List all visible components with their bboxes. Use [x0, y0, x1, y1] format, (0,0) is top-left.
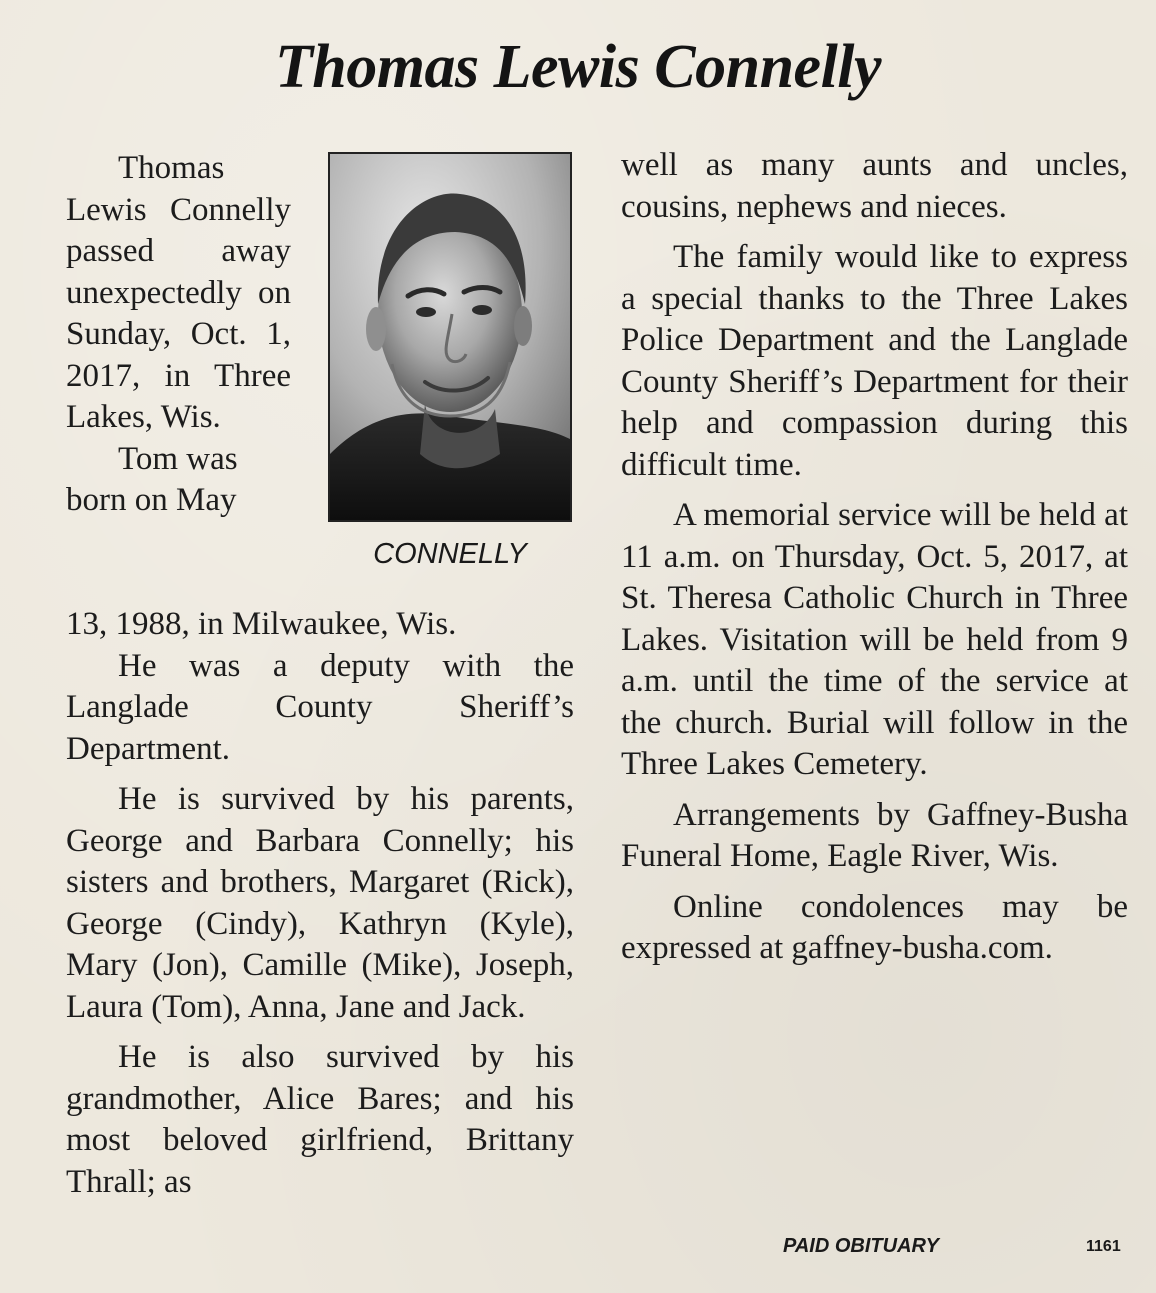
paragraph-birth-start: Tom was born on May — [66, 440, 238, 518]
paid-obituary-label: PAID OBITUARY — [783, 1235, 939, 1257]
paragraph-career: He was a deputy with the Langlade County Sheriff’s Department. — [66, 647, 574, 767]
paragraph-birth-end: 13, 1988, in Milwaukee, Wis. — [66, 606, 457, 642]
paragraph-survivors-also: He is also survived by his grandmother, Alice Bares; and his most beloved girlfriend, Brittany Thrall; as — [66, 1039, 574, 1200]
paragraph-gap — [621, 228, 1128, 237]
paragraph-passing: Thomas Lewis Connelly passed away unexpectedly on Sunday, Oct. 1, 2017, in Three Lakes, Wis. — [66, 150, 291, 435]
left-column-wide — [66, 604, 574, 1203]
portrait-photo — [328, 152, 572, 522]
photo-caption: CONNELLY — [373, 538, 527, 570]
paragraph-gap — [66, 1028, 574, 1037]
paragraph-service: A memorial service will be held at 11 a.m. on Thursday, Oct. 5, 2017, at St. Theresa Catholic Church in Three Lakes. Visitation will be held from 9 a.m. until the time of the service at the church. Burial will follow in the Three Lakes Cemetery. — [621, 497, 1128, 782]
paragraph-gap — [66, 770, 574, 779]
paragraph-arrangements: Arrangements by Gaffney-Busha Funeral Home, Eagle River, Wis. — [621, 796, 1128, 874]
paragraph-thanks: The family would like to express a special thanks to the Three Lakes Police Department and the Langlade County Sheriff’s Department for their help and compassion during this difficult time. — [621, 239, 1128, 483]
paragraph-survivors: He is survived by his parents, George and Barbara Connelly; his sisters and brothers, Margaret (Rick), George (Cindy), Kathryn (Kyle), Mary (Jon), Camille (Mike), Joseph, Laura (Tom), Anna, Jane and Jack. — [66, 781, 574, 1025]
paragraph-gap — [621, 878, 1128, 887]
paragraph-relatives: well as many aunts and uncles, cousins, nephews and nieces. — [621, 147, 1128, 225]
obituary-headline: Thomas Lewis Connelly — [274, 33, 882, 101]
paragraph-condolences: Online condolences may be expressed at gaffney-busha.com. — [621, 888, 1128, 966]
right-column — [621, 145, 1128, 970]
ad-number: 1161 — [1086, 1238, 1121, 1255]
paragraph-gap — [621, 786, 1128, 795]
paragraph-gap — [621, 486, 1128, 495]
portrait-illustration — [330, 154, 570, 520]
left-column-narrow — [66, 148, 291, 522]
